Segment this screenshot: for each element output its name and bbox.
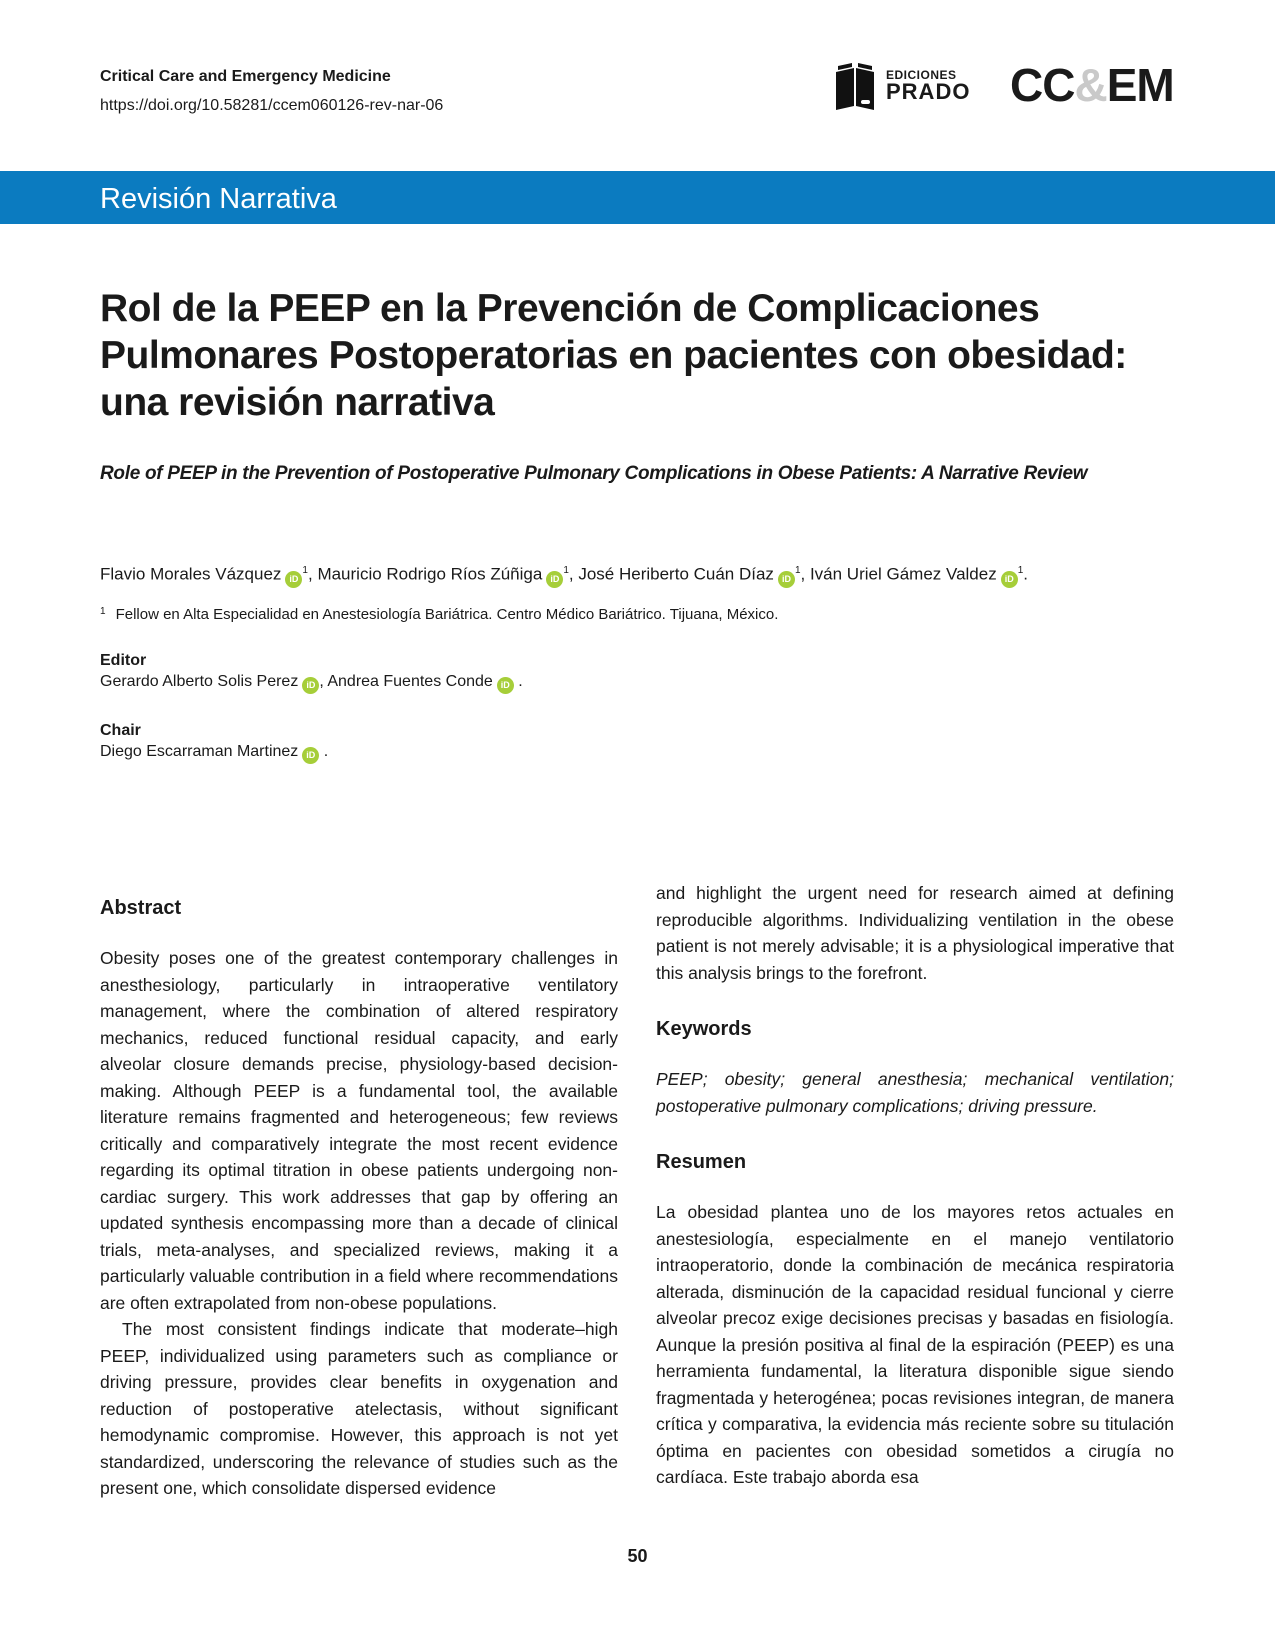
author-name: José Heriberto Cuán Díaz bbox=[578, 564, 774, 584]
publisher-line2: PRADO bbox=[886, 79, 971, 104]
orcid-icon[interactable]: iD bbox=[302, 747, 319, 764]
journal-logo bbox=[1010, 59, 1174, 111]
keywords-text: PEEP; obesity; general anesthesia; mechanical ventilation; postoperative pulmonary complications; driving pressure. bbox=[656, 1069, 1174, 1116]
orcid-icon[interactable]: iD bbox=[1001, 571, 1018, 588]
affiliation-text: Fellow en Alta Especialidad en Anestesiología Bariátrica. Centro Médico Bariátrico. Tijuana, México. bbox=[115, 606, 779, 623]
article-type-label: Revisión Narrativa bbox=[100, 183, 337, 215]
orcid-icon[interactable]: iD bbox=[302, 677, 319, 694]
editor-name: Andrea Fuentes Conde bbox=[327, 673, 493, 690]
article-title: Rol de la PEEP en la Prevención de Complicaciones Pulmonares Postoperatorias en pacientes con obesidad: una revisión narrativa bbox=[100, 287, 1127, 424]
orcid-icon[interactable]: iD bbox=[778, 571, 795, 588]
abstract-paragraph: The most consistent findings indicate that moderate–high PEEP, individualized using parameters such as compliance or driving pressure, provides clear benefits in oxygenation and reduction of postoperative atelectasis, without significant hemodynamic compromise. However, this approach is not yet standardized, underscoring the relevance of studies such as the present one, which consolidate dispersed evidence bbox=[100, 1319, 618, 1498]
right-column bbox=[656, 880, 1174, 1491]
affiliation-marker: 1 bbox=[1017, 565, 1024, 576]
journal-logo-right: EM bbox=[1106, 59, 1174, 111]
chair-name: Diego Escarraman Martinez bbox=[100, 743, 299, 760]
editor-block bbox=[100, 652, 523, 694]
journal-logo-amp: & bbox=[1074, 59, 1107, 111]
publisher-line1: EDICIONES bbox=[886, 68, 957, 82]
author-name: Mauricio Rodrigo Ríos Zúñiga bbox=[317, 564, 543, 584]
abstract-paragraph: Obesity poses one of the greatest contemporary challenges in anesthesiology, particularly in intraoperative ventilatory management, where the combination of altered respiratory mechanics, reduced functional residual capacity, and early alveolar closure demands precise, physiology-based decision-making. Although PEEP is a fundamental tool, the available literature remains fragmented and heterogeneous; few reviews critically and comparatively integrate the most recent evidence regarding its optimal titration in obese patients undergoing non-cardiac surgery. This work addresses that gap by offering an updated synthesis encompassing more than a decade of clinical trials, meta-analyses, and specialized reviews, making it a particularly valuable contribution in a field where recommendations are often extrapolated from non-obese populations. bbox=[100, 948, 618, 1313]
resumen-heading: Resumen bbox=[656, 1151, 747, 1173]
chair-names: Diego Escarraman Martinez iD . bbox=[100, 743, 328, 764]
keywords-heading: Keywords bbox=[656, 1018, 752, 1040]
abstract-paragraph-continued: and highlight the urgent need for research aimed at defining reproducible algorithms. Individualizing ventilation in the obese patient is not merely advisable; it is a physiological imperative that this analysis brings to the forefront. bbox=[656, 883, 1174, 983]
author-list: Flavio Morales Vázquez $iD^1$, Mauricio Rodrigo Ríos Zúñiga $iD^1$, José Heriberto Cuán Díaz $iD^1$, Iván Uriel Gámez Valdez $iD^1$. bbox=[100, 559, 1200, 588]
abstract-heading: Abstract bbox=[100, 897, 182, 919]
author-name: Iván Uriel Gámez Valdez bbox=[809, 564, 997, 584]
orcid-icon[interactable]: iD bbox=[497, 677, 514, 694]
left-column bbox=[100, 895, 618, 1502]
doi-link[interactable]: https://doi.org/10.58281/ccem060126-rev-nar-06 bbox=[100, 97, 444, 114]
editor-label: Editor bbox=[100, 652, 147, 669]
affiliation-marker: 1 bbox=[563, 565, 569, 576]
affiliation-marker: 1 bbox=[794, 565, 801, 576]
affiliation bbox=[100, 606, 778, 623]
orcid-icon[interactable]: iD bbox=[285, 571, 302, 588]
affiliation-marker: 1 bbox=[302, 565, 308, 576]
article-subtitle: Role of PEEP in the Prevention of Postoperative Pulmonary Complications in Obese Patients: A Narrative Review bbox=[100, 463, 1088, 484]
book-icon bbox=[832, 62, 878, 110]
editor-name: Gerardo Alberto Solis Perez bbox=[100, 673, 299, 690]
page-number: 50 bbox=[627, 1546, 648, 1566]
publisher-logo bbox=[832, 62, 970, 110]
editor-names: Gerardo Alberto Solis Perez iD , Andrea Fuentes Conde iD . bbox=[100, 673, 523, 694]
orcid-icon[interactable]: iD bbox=[546, 571, 563, 588]
affiliation-number: 1 bbox=[100, 606, 106, 617]
author-name: Flavio Morales Vázquez bbox=[100, 564, 282, 584]
journal-logo-left: CC bbox=[1010, 59, 1075, 111]
chair-label: Chair bbox=[100, 722, 141, 739]
chair-block bbox=[100, 722, 328, 764]
resumen-paragraph: La obesidad plantea uno de los mayores retos actuales en anestesiología, especialmente en el manejo ventilatorio intraoperatorio, donde la combinación de mecánica respiratoria alterada, disminución de la capacidad residual funcional y cierre alveolar precoz exige decisiones precisas y basadas en fisiología. Aunque la presión positiva al final de la espiración (PEEP) es una herramienta fundamental, la literatura disponible sigue siendo fragmentada y heterogénea; pocas revisiones integran, de manera crítica y comparativa, la evidencia más reciente sobre su titulación óptima en pacientes con obesidad sometidos a cirugía no cardíaca. Este trabajo aborda esa bbox=[656, 1202, 1174, 1487]
journal-name: Critical Care and Emergency Medicine bbox=[100, 68, 391, 85]
